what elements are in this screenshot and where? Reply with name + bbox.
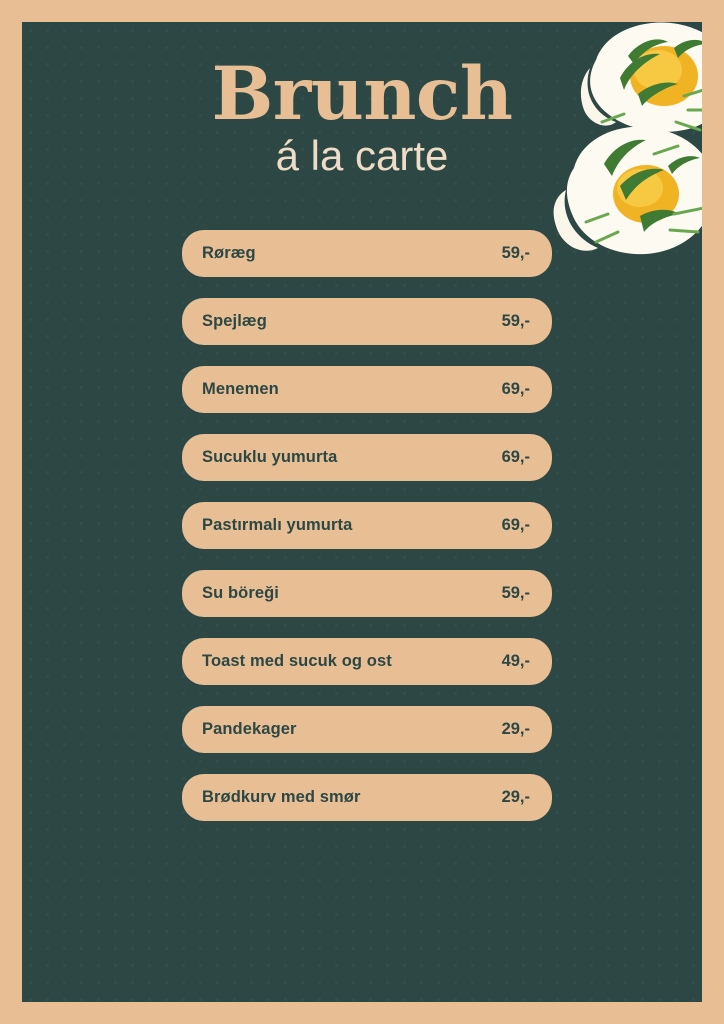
page-subtitle: á la carte: [275, 132, 449, 180]
menu-panel: [22, 22, 702, 1002]
menu-item-name: Spejlæg: [202, 312, 267, 330]
list-item[interactable]: [182, 638, 552, 685]
list-item[interactable]: [182, 502, 552, 549]
list-item[interactable]: [182, 570, 552, 617]
menu-item-price: 49,-: [501, 652, 530, 670]
menu-item-price: 69,-: [501, 380, 530, 398]
menu-item-name: Røræg: [202, 244, 256, 262]
menu-item-name: Pandekager: [202, 720, 297, 738]
list-item[interactable]: [182, 774, 552, 821]
menu-item-price: 59,-: [501, 584, 530, 602]
menu-item-price: 69,-: [501, 448, 530, 466]
menu-item-name: Toast med sucuk og ost: [202, 652, 392, 670]
list-item[interactable]: [182, 434, 552, 481]
menu-item-price: 69,-: [501, 516, 530, 534]
menu-item-name: Brødkurv med smør: [202, 788, 361, 806]
menu-item-price: 29,-: [501, 788, 530, 806]
menu-item-price: 59,-: [501, 312, 530, 330]
list-item[interactable]: [182, 706, 552, 753]
menu-item-name: Su böreği: [202, 584, 279, 602]
menu-item-price: 29,-: [501, 720, 530, 738]
menu-header: [22, 51, 702, 180]
menu-item-name: Sucuklu yumurta: [202, 448, 338, 466]
page-title: Brunch: [211, 51, 513, 137]
menu-items-list: [182, 230, 552, 842]
menu-item-name: Pastırmalı yumurta: [202, 516, 353, 534]
list-item[interactable]: [182, 366, 552, 413]
menu-item-price: 59,-: [501, 244, 530, 262]
list-item[interactable]: [182, 298, 552, 345]
list-item[interactable]: [182, 230, 552, 277]
menu-item-name: Menemen: [202, 380, 279, 398]
